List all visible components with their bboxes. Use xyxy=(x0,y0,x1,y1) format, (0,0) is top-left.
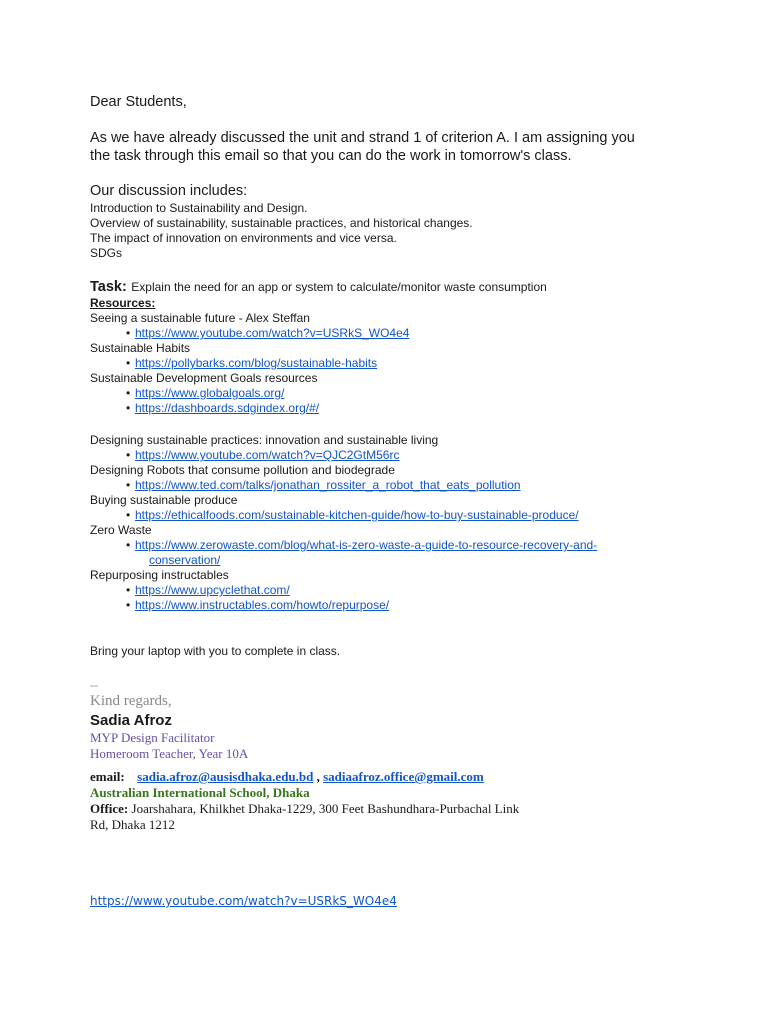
signature-homeroom: Homeroom Teacher, Year 10A xyxy=(90,746,249,761)
resource-link-continuation xyxy=(149,553,220,567)
resource-title: Designing Robots that consume pollution and biodegrade xyxy=(90,463,395,477)
resource-link[interactable]: https://pollybarks.com/blog/sustainable-habits xyxy=(135,356,378,370)
greeting: Dear Students, xyxy=(90,94,187,110)
resource-bullet: • https://www.ted.com/talks/jonathan_rossiter_a_robot_that_eats_pollution xyxy=(126,478,521,492)
task-line xyxy=(90,278,547,296)
resource-bullet: • https://pollybarks.com/blog/sustainable-habits xyxy=(126,356,378,370)
resource-title: Zero Waste xyxy=(90,523,152,537)
signature-role: MYP Design Facilitator xyxy=(90,730,215,745)
email-label: email: xyxy=(90,769,125,784)
resource-title: Seeing a sustainable future - Alex Steffan xyxy=(90,311,310,325)
resource-title: Repurposing instructables xyxy=(90,568,229,582)
intro-line-1: As we have already discussed the unit and strand 1 of criterion A. I am assigning you xyxy=(90,130,635,146)
resource-link[interactable]: https://dashboards.sdgindex.org/#/ xyxy=(135,401,320,415)
resource-link[interactable]: https://www.upcyclethat.com/ xyxy=(135,583,290,597)
resource-link[interactable]: conservation/ xyxy=(149,553,221,567)
office-address: Joarshahara, Khilkhet Dhaka-1229, 300 Feet Bashundhara-Purbachal Link xyxy=(131,801,520,816)
resource-title: Designing sustainable practices: innovation and sustainable living xyxy=(90,433,439,447)
signature-school xyxy=(90,785,310,801)
resource-link[interactable]: https://www.globalgoals.org/ xyxy=(135,386,285,400)
resource-bullet: • https://www.instructables.com/howto/repurpose/ xyxy=(126,598,390,612)
resource-link[interactable]: https://www.youtube.com/watch?v=USRkS_WO4e4 xyxy=(135,326,410,340)
bottom-link[interactable]: https://www.youtube.com/watch?v=USRkS_WO4e4 xyxy=(90,894,397,908)
resource-link[interactable]: https://www.youtube.com/watch?v=QJC2GtM56rc xyxy=(135,448,400,462)
resource-link[interactable]: https://ethicalfoods.com/sustainable-kitchen-guide/how-to-buy-sustainable-produce/ xyxy=(135,508,579,522)
resource-bullet: • https://dashboards.sdgindex.org/#/ xyxy=(126,401,320,415)
intro-line-2: the task through this email so that you can do the work in tomorrow's class. xyxy=(90,148,572,164)
resource-bullet: • https://www.youtube.com/watch?v=QJC2GtM56rc xyxy=(126,448,400,462)
office-address-cont: Rd, Dhaka 1212 xyxy=(90,817,175,832)
email-link-school[interactable]: sadia.afroz@ausisdhaka.edu.bd xyxy=(137,769,314,784)
resource-bullet: • https://www.globalgoals.org/ xyxy=(126,386,285,400)
email-link-personal[interactable]: sadiaafroz.office@gmail.com xyxy=(323,769,484,784)
resource-title: Buying sustainable produce xyxy=(90,493,238,507)
discussion-item: Introduction to Sustainability and Design. xyxy=(90,201,308,215)
resource-bullet: • https://www.youtube.com/watch?v=USRkS_WO4e4 xyxy=(126,326,410,340)
bottom-link-wrap xyxy=(90,892,397,910)
resource-title: Sustainable Development Goals resources xyxy=(90,371,318,385)
resource-bullet: • https://ethicalfoods.com/sustainable-kitchen-guide/how-to-buy-sustainable-produce/ xyxy=(126,508,579,522)
discussion-item: Overview of sustainability, sustainable practices, and historical changes. xyxy=(90,216,473,230)
discussion-item: The impact of innovation on environments and vice versa. xyxy=(90,231,397,245)
task-label: Task: xyxy=(90,279,127,295)
discussion-heading: Our discussion includes: xyxy=(90,183,248,199)
school-name: Australian International School xyxy=(90,785,267,800)
resources-label: Resources: xyxy=(90,296,156,310)
resource-link[interactable]: https://www.zerowaste.com/blog/what-is-zero-waste-a-guide-to-resource-recovery-and- xyxy=(135,538,598,552)
signature-separator: -- xyxy=(90,678,98,692)
signature-email-line xyxy=(90,769,484,785)
signature-name: Sadia Afroz xyxy=(90,712,172,729)
resource-title: Sustainable Habits xyxy=(90,341,191,355)
email-separator: , xyxy=(316,769,320,784)
resource-bullet: • https://www.zerowaste.com/blog/what-is-zero-waste-a-guide-to-resource-recovery-and- xyxy=(126,538,598,552)
resource-link[interactable]: https://www.ted.com/talks/jonathan_rossiter_a_robot_that_eats_pollution xyxy=(135,478,521,492)
discussion-item: SDGs xyxy=(90,246,123,260)
signature-office-line xyxy=(90,801,519,817)
task-text: Explain the need for an app or system to calculate/monitor waste consumption xyxy=(131,280,547,294)
signature-regards: Kind regards, xyxy=(90,693,172,709)
resource-bullet: • https://www.upcyclethat.com/ xyxy=(126,583,290,597)
resource-link[interactable]: https://www.instructables.com/howto/repurpose/ xyxy=(135,598,390,612)
office-label: Office: xyxy=(90,801,129,816)
closing-note: Bring your laptop with you to complete in class. xyxy=(90,644,341,658)
school-city: , Dhaka xyxy=(266,785,310,800)
